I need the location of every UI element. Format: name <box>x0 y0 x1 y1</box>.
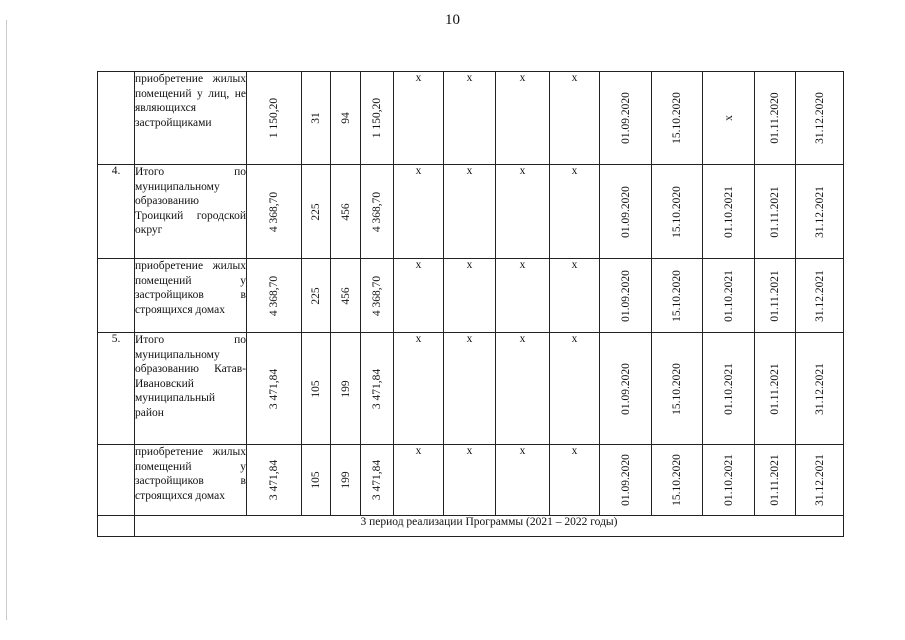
date-cell-d2 <box>652 333 703 445</box>
table-row <box>98 72 844 165</box>
row-number-cell <box>98 259 135 333</box>
value-c3: 225 <box>310 286 322 305</box>
date-cell-d2 <box>652 72 703 165</box>
date-cell-d5 <box>796 165 844 259</box>
value-cell-area <box>247 445 302 516</box>
margin-line <box>6 20 7 620</box>
program-table <box>97 71 844 537</box>
cross-cell: x <box>496 165 550 259</box>
value-cell-c3 <box>302 259 331 333</box>
date-cell-d1 <box>600 333 652 445</box>
cross-cell: x <box>394 72 444 165</box>
cross-cell: x <box>444 72 496 165</box>
date-d2: 15.10.2020 <box>671 362 683 415</box>
date-d5: 31.12.2021 <box>813 454 826 506</box>
date-cell-d5 <box>796 333 844 445</box>
date-d4: 01.11.2021 <box>769 269 781 322</box>
row-number-cell <box>98 72 135 165</box>
date-d3: 01.10.2021 <box>722 185 735 238</box>
cross-cell: x <box>394 259 444 333</box>
date-cell-d5 <box>796 445 844 516</box>
date-cell-d4 <box>755 333 796 445</box>
value-cell-c5 <box>361 165 394 259</box>
value-c5: 3 471,84 <box>371 368 383 409</box>
value-c4: 199 <box>339 471 352 489</box>
date-d2: 15.10.2020 <box>671 269 683 322</box>
date-d1: 01.09.2020 <box>619 185 632 238</box>
value-c3: 225 <box>310 202 322 221</box>
value-area: 4 368,70 <box>268 191 280 232</box>
value-c4: 94 <box>339 112 352 124</box>
value-cell-c4 <box>331 165 361 259</box>
value-c5: 4 368,70 <box>371 191 383 232</box>
value-cell-area <box>247 333 302 445</box>
table-row <box>98 259 844 333</box>
row-name-cell: приобретение жилых помещений у застройщиков в строящихся домах <box>135 259 247 333</box>
date-cell-d3 <box>703 333 755 445</box>
cross-cell: x <box>550 333 600 445</box>
value-c3: 105 <box>310 379 322 398</box>
cross-cell: x <box>444 259 496 333</box>
date-cell-d4 <box>755 445 796 516</box>
value-cell-c4 <box>331 333 361 445</box>
value-cell-c4 <box>331 72 361 165</box>
value-cell-c5 <box>361 72 394 165</box>
value-cell-c3 <box>302 445 331 516</box>
page-number: 10 <box>445 12 460 28</box>
date-d4: 01.11.2021 <box>769 185 781 238</box>
cross-cell: x <box>444 165 496 259</box>
date-d5: 31.12.2021 <box>813 185 826 238</box>
date-cell-d1 <box>600 259 652 333</box>
value-c4: 456 <box>339 286 352 305</box>
date-cell-d5 <box>796 72 844 165</box>
date-cell-d2 <box>652 445 703 516</box>
date-d2: 15.10.2020 <box>671 185 683 238</box>
cross-cell: x <box>394 445 444 516</box>
value-cell-area <box>247 72 302 165</box>
row-number-cell <box>98 445 135 516</box>
date-d1: 01.09.2020 <box>619 269 632 322</box>
row-name-cell: приобретение жилых помещений у лиц, не являющихся застройщиками <box>135 72 247 165</box>
date-cell-d3 <box>703 259 755 333</box>
value-c3: 31 <box>310 112 322 124</box>
cross-cell: x <box>550 165 600 259</box>
value-c5: 3 471,84 <box>371 459 383 501</box>
date-d4: 01.11.2021 <box>769 362 781 415</box>
period-row-label: 3 период реализации Программы (2021 – 2022 годы) <box>135 516 844 537</box>
date-cell-d4 <box>755 165 796 259</box>
date-cell-d3 <box>703 72 755 165</box>
date-cell-d1 <box>600 72 652 165</box>
value-c4: 199 <box>339 379 352 398</box>
value-area: 3 471,84 <box>268 368 280 409</box>
table-row <box>98 445 844 516</box>
value-c5: 1 150,20 <box>371 97 383 139</box>
value-cell-c4 <box>331 259 361 333</box>
date-d5: 31.12.2020 <box>813 92 826 144</box>
value-area: 3 471,84 <box>268 459 280 501</box>
cross-cell: x <box>444 333 496 445</box>
date-cell-d3 <box>703 165 755 259</box>
value-area: 4 368,70 <box>268 275 280 316</box>
date-cell-d1 <box>600 165 652 259</box>
date-d3: x <box>722 115 735 121</box>
date-d5: 31.12.2021 <box>813 269 826 322</box>
date-d2: 15.10.2020 <box>671 454 683 506</box>
cross-cell: x <box>394 333 444 445</box>
date-d3: 01.10.2021 <box>722 454 735 506</box>
value-area: 1 150,20 <box>268 97 280 139</box>
period-row-empty-cell <box>98 516 135 537</box>
cross-cell: x <box>550 445 600 516</box>
date-cell-d4 <box>755 259 796 333</box>
date-d4: 01.11.2020 <box>769 92 781 144</box>
cross-cell: x <box>496 333 550 445</box>
date-d3: 01.10.2021 <box>722 269 735 322</box>
date-d2: 15.10.2020 <box>671 92 683 144</box>
row-name-cell: Итого по муниципальному образованию Троицкий городской округ <box>135 165 247 259</box>
date-d1: 01.09.2020 <box>619 362 632 415</box>
date-cell-d5 <box>796 259 844 333</box>
value-c4: 456 <box>339 202 352 221</box>
value-cell-c5 <box>361 333 394 445</box>
date-d5: 31.12.2021 <box>813 362 826 415</box>
date-cell-d3 <box>703 445 755 516</box>
row-name-cell: приобретение жилых помещений у застройщиков в строящихся домах <box>135 445 247 516</box>
value-cell-c3 <box>302 72 331 165</box>
cross-cell: x <box>496 72 550 165</box>
date-d1: 01.09.2020 <box>619 92 632 144</box>
row-number-cell: 5. <box>98 333 135 445</box>
row-number-cell: 4. <box>98 165 135 259</box>
row-name-cell: Итого по муниципальному образованию Катав-Ивановский муниципальный район <box>135 333 247 445</box>
value-cell-area <box>247 259 302 333</box>
value-cell-c3 <box>302 333 331 445</box>
date-cell-d2 <box>652 259 703 333</box>
value-c5: 4 368,70 <box>371 275 383 316</box>
date-cell-d1 <box>600 445 652 516</box>
value-cell-area <box>247 165 302 259</box>
value-c3: 105 <box>310 471 322 489</box>
value-cell-c5 <box>361 445 394 516</box>
cross-cell: x <box>550 72 600 165</box>
date-cell-d4 <box>755 72 796 165</box>
cross-cell: x <box>496 445 550 516</box>
table-row <box>98 165 844 259</box>
date-d1: 01.09.2020 <box>619 454 632 506</box>
cross-cell: x <box>496 259 550 333</box>
date-d4: 01.11.2021 <box>769 454 781 506</box>
table-row <box>98 333 844 445</box>
cross-cell: x <box>444 445 496 516</box>
date-d3: 01.10.2021 <box>722 362 735 415</box>
period-row <box>98 516 844 537</box>
value-cell-c4 <box>331 445 361 516</box>
cross-cell: x <box>394 165 444 259</box>
cross-cell: x <box>550 259 600 333</box>
value-cell-c5 <box>361 259 394 333</box>
date-cell-d2 <box>652 165 703 259</box>
value-cell-c3 <box>302 165 331 259</box>
